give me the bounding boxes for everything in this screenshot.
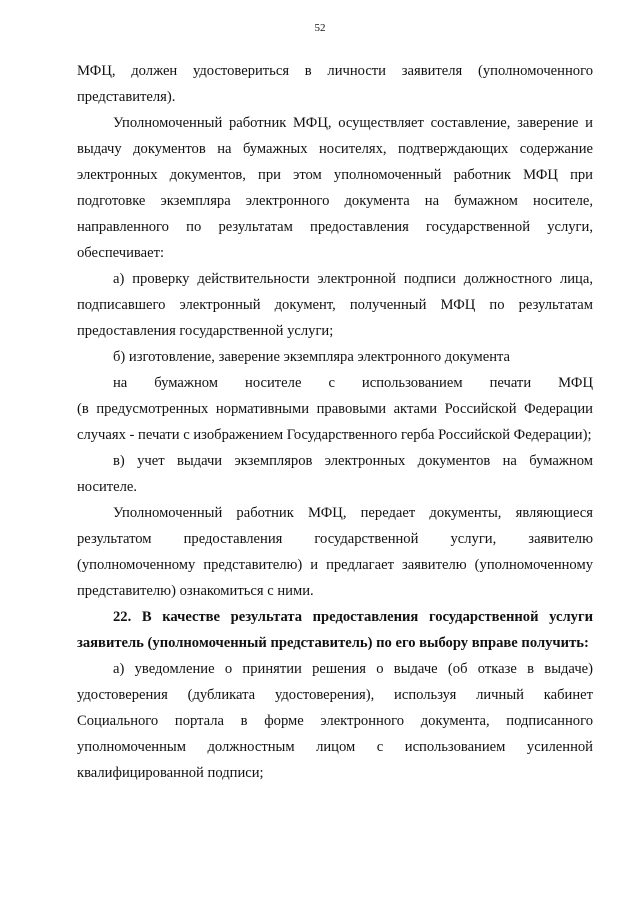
paragraph: в) учет выдачи экземпляров электронных документов на бумажном носителе. [77, 453, 593, 495]
paragraph: МФЦ, должен удостовериться в личности заявителя (уполномоченного представителя). [77, 63, 593, 105]
paragraph: а) проверку действительности электронной подписи должностного лица, подписавшего электронный документ, полученный МФЦ по результатам предоставления государственной услуги; [77, 271, 593, 339]
paragraph: б) изготовление, заверение экземпляра электронного документа [113, 349, 511, 365]
paragraph: Уполномоченный работник МФЦ, осуществляет составление, заверение и выдачу документов на бумажных носителях, подтверждающих содержание электронных документов, при этом уполномоченный работник МФЦ при подготовке экземпляра электронного документа на бумажном носителе, направленного по результатам предоставления государственной услуги, обеспечивает: [77, 115, 593, 261]
paragraph: Уполномоченный работник МФЦ, передает документы, являющиеся результатом предоставления государственной услуги, заявителю (уполномоченному представителю) и предлагает заявителю (уполномоченному представителю) ознакомиться с ними. [77, 505, 593, 599]
section-heading-paragraph: 22. В качестве результата предоставления государственной услуги заявитель (уполномоченный представитель) по его выбору вправе получить: [77, 609, 593, 651]
paragraph: (в предусмотренных нормативными правовыми актами Российской Федерации случаях - печати с изображением Государственного герба Российской Федерации); [77, 401, 593, 443]
document-body [77, 58, 593, 786]
page-number: 52 [314, 22, 326, 34]
paragraph: на бумажном носителе с использованием печати МФЦ [113, 375, 593, 391]
paragraph: а) уведомление о принятии решения о выдаче (об отказе в выдаче) удостоверения (дубликата удостоверения), используя личный кабинет Социального портала в форме электронного документа, подписанного уполномоченным должностным лицом с использованием усиленной квалифицированной подписи; [77, 661, 593, 781]
